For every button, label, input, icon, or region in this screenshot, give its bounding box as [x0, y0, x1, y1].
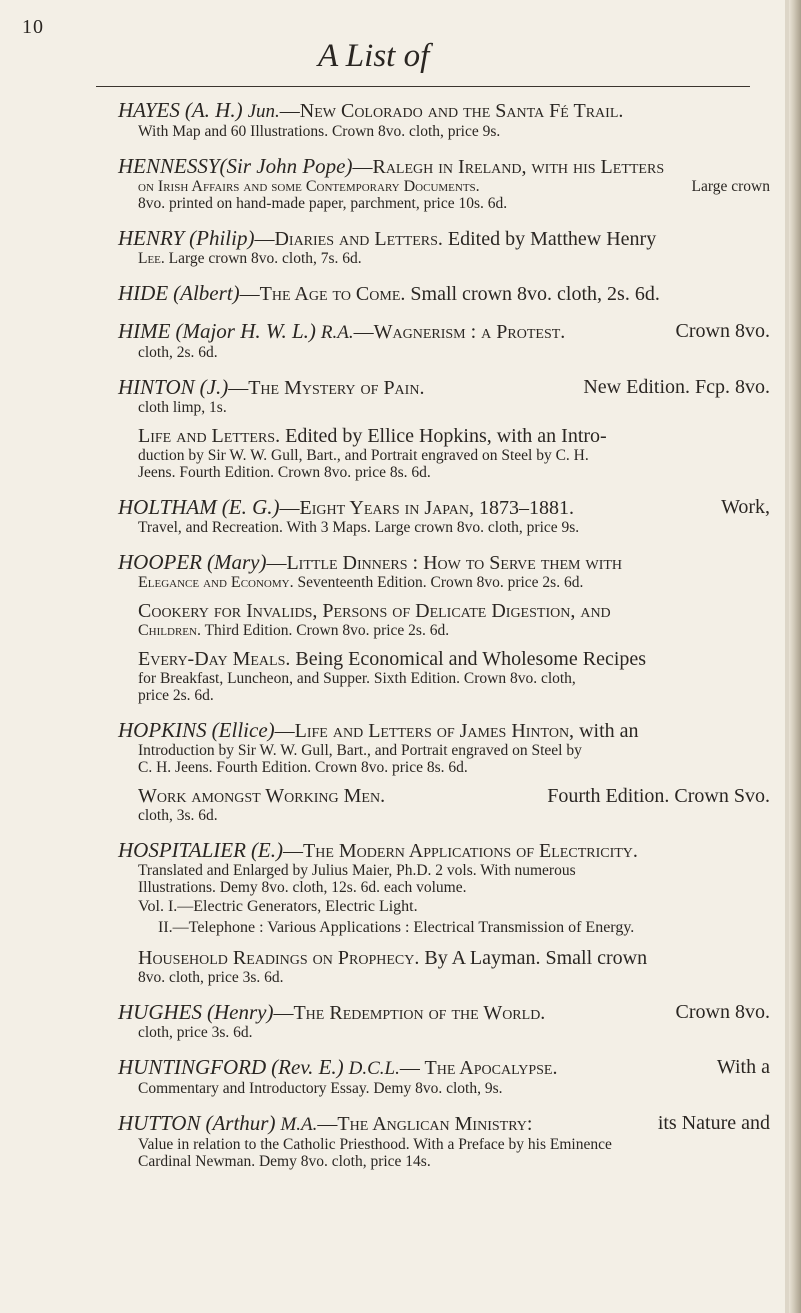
book-title: —Eight Years in Japan, 1873–1881. — [279, 497, 575, 519]
author-name: HOSPITALIER — [118, 838, 246, 862]
book-title: —New Colorado and the Santa Fé Trail. — [279, 100, 624, 122]
author-note: (J.) — [199, 375, 229, 399]
entry-hinton-life-and-letters — [118, 425, 770, 481]
book-title-continued: Elegance and Economy. — [138, 574, 294, 591]
book-title: —Wagnerism : a Protest. — [353, 321, 566, 343]
book-details: for Breakfast, Luncheon, and Supper. Sixth Edition. Crown 8vo. cloth, — [138, 670, 576, 687]
entry-hennessy — [118, 155, 770, 212]
book-edition: Fourth Edition. Crown Svo. — [547, 785, 770, 807]
book-details-continued: Illustrations. Demy 8vo. cloth, 12s. 6d. each volume. — [138, 879, 467, 896]
running-title: A List of — [318, 38, 430, 74]
page-number: 10 — [22, 16, 44, 38]
entry-hinton — [118, 376, 770, 416]
book-details: cloth, 3s. 6d. — [138, 807, 218, 824]
book-details: Translated and Enlarged by Julius Maier, Ph.D. 2 vols. With numerous — [138, 862, 576, 879]
volume-two: II.—Telephone : Various Applications : Electrical Transmission of Energy. — [158, 919, 635, 936]
book-title: —Life and Letters of James Hinton, — [274, 720, 575, 742]
entry-hutton — [118, 1112, 770, 1170]
book-title: —The Modern Applications of Electricity. — [283, 840, 638, 862]
book-subtitle: Being Economical and Wholesome Recipes — [295, 648, 647, 670]
book-title: —Ralegh in Ireland, with his Letters — [352, 156, 665, 178]
entry-hooper — [118, 551, 770, 591]
author-note: (Ellice) — [211, 718, 275, 742]
entry-hopkins — [118, 719, 770, 776]
author-name: HIME — [118, 319, 171, 343]
author-suffix: D.C.L. — [348, 1058, 400, 1079]
book-format: Crown 8vo. — [675, 320, 770, 342]
book-details: Seventeenth Edition. Crown 8vo. price 2s. 6d. — [297, 574, 584, 591]
book-title: Household Readings on Prophecy. — [138, 947, 420, 969]
author-name: HUNTINGFORD — [118, 1055, 267, 1079]
volume-one: Vol. I.—Electric Generators, Electric Light. — [138, 898, 418, 915]
book-format: New Edition. Fcp. 8vo. — [583, 376, 770, 398]
book-subtitle: Work, — [721, 496, 770, 518]
book-title: —Diaries and Letters. — [254, 228, 443, 250]
book-title: Every-Day Meals. — [138, 648, 291, 670]
book-editor-continued: Lee. — [138, 250, 165, 267]
author-name: HOPKINS — [118, 718, 207, 742]
entry-hospitalier — [118, 839, 770, 938]
book-details-continued: C. H. Jeens. Fourth Edition. Crown 8vo. price 8s. 6d. — [138, 759, 468, 776]
book-author-note: By A Layman. Small crown — [424, 947, 648, 969]
author-name: HENNESSY — [118, 154, 220, 178]
book-format: Crown 8vo. — [675, 1001, 770, 1023]
book-details-continued: Cardinal Newman. Demy 8vo. cloth, price 14s. — [138, 1153, 431, 1170]
book-subtitle: With a — [716, 1056, 770, 1078]
entry-henry — [118, 227, 770, 267]
author-note: (Philip) — [189, 226, 255, 250]
author-name: HUTTON — [118, 1111, 201, 1135]
book-title: Cookery for Invalids, Persons of Delicate Digestion, and — [138, 600, 611, 622]
author-suffix: Jun. — [247, 101, 280, 122]
entry-hayes — [118, 99, 770, 140]
book-title: —Little Dinners : How to Serve them with — [266, 552, 623, 574]
author-name: HIDE — [118, 281, 169, 305]
catalogue-entries — [118, 99, 770, 1185]
book-details-continued: Jeens. Fourth Edition. Crown 8vo. price 8s. 6d. — [138, 464, 431, 481]
book-details: Commentary and Introductory Essay. Demy 8vo. cloth, 9s. — [138, 1080, 503, 1097]
book-subtitle: its Nature and — [657, 1112, 770, 1134]
book-details: duction by Sir W. W. Gull, Bart., and Portrait engraved on Steel by C. H. — [138, 447, 589, 464]
author-name: HAYES — [118, 98, 180, 122]
author-suffix: R.A. — [320, 322, 354, 343]
book-title: Work amongst Working Men. — [138, 785, 386, 807]
entry-hime — [118, 320, 770, 361]
book-details: With Map and 60 Illustrations. Crown 8vo. cloth, price 9s. — [138, 123, 501, 140]
book-details: 8vo. cloth, price 3s. 6d. — [138, 969, 284, 986]
book-title-tail: with an — [579, 720, 639, 742]
book-editor: Edited by Matthew Henry — [447, 228, 657, 250]
author-note: (Arthur) — [205, 1111, 276, 1135]
book-details-continued: price 2s. 6d. — [138, 687, 214, 704]
book-title: — The Apocalypse. — [399, 1057, 558, 1079]
entry-hooper-every-day-meals — [118, 648, 770, 704]
book-details: cloth limp, 1s. — [138, 399, 227, 416]
author-note: (A. H.) — [184, 98, 243, 122]
author-note: (E. G.) — [221, 495, 280, 519]
book-details: Small crown 8vo. cloth, 2s. 6d. — [410, 283, 660, 305]
author-note: (Albert) — [173, 281, 240, 305]
header-rule — [96, 86, 750, 87]
author-name: HOOPER — [118, 550, 202, 574]
book-title: —The Anglican Ministry: — [317, 1113, 533, 1135]
author-name: HOLTHAM — [118, 495, 217, 519]
entry-household-readings — [118, 947, 770, 986]
author-suffix: M.A. — [280, 1114, 318, 1135]
author-name: HINTON — [118, 375, 195, 399]
author-note: (Mary) — [206, 550, 267, 574]
book-title-continued: on Irish Affairs and some Contemporary Documents. — [138, 178, 480, 195]
book-details: cloth, price 3s. 6d. — [138, 1024, 253, 1041]
book-details: Large crown 8vo. cloth, 7s. 6d. — [168, 250, 362, 267]
book-title: —The Age to Come. — [239, 283, 406, 305]
book-editor: Edited by Ellice Hopkins, with an Intro- — [285, 425, 607, 447]
entry-holtham — [118, 496, 770, 536]
author-name: HUGHES — [118, 1000, 202, 1024]
author-note: (Rev. E.) — [271, 1055, 344, 1079]
book-details: Travel, and Recreation. With 3 Maps. Large crown 8vo. cloth, price 9s. — [138, 519, 580, 536]
author-note: (Henry) — [207, 1000, 274, 1024]
book-title: —The Redemption of the World. — [273, 1002, 546, 1024]
entry-hughes — [118, 1001, 770, 1041]
page-edge — [789, 0, 801, 1313]
book-title: Life and Letters. — [138, 425, 281, 447]
book-details: Introduction by Sir W. W. Gull, Bart., and Portrait engraved on Steel by — [138, 742, 582, 759]
author-note: (Major H. W. L.) — [175, 319, 316, 343]
entry-hopkins-work — [118, 785, 770, 824]
book-format: Large crown — [691, 178, 770, 195]
book-title: —The Mystery of Pain. — [228, 377, 425, 399]
book-details: Third Edition. Crown 8vo. price 2s. 6d. — [204, 622, 450, 639]
entry-hide — [118, 282, 770, 305]
book-title-continued: Children. — [138, 622, 201, 639]
book-details: cloth, 2s. 6d. — [138, 344, 218, 361]
entry-huntingford — [118, 1056, 770, 1097]
author-note: (Sir John Pope) — [219, 154, 353, 178]
entry-hooper-cookery — [118, 600, 770, 639]
author-name: HENRY — [118, 226, 185, 250]
book-details: Value in relation to the Catholic Priesthood. With a Preface by his Eminence — [138, 1136, 612, 1153]
book-details: 8vo. printed on hand-made paper, parchment, price 10s. 6d. — [138, 195, 508, 212]
author-note: (E.) — [250, 838, 284, 862]
